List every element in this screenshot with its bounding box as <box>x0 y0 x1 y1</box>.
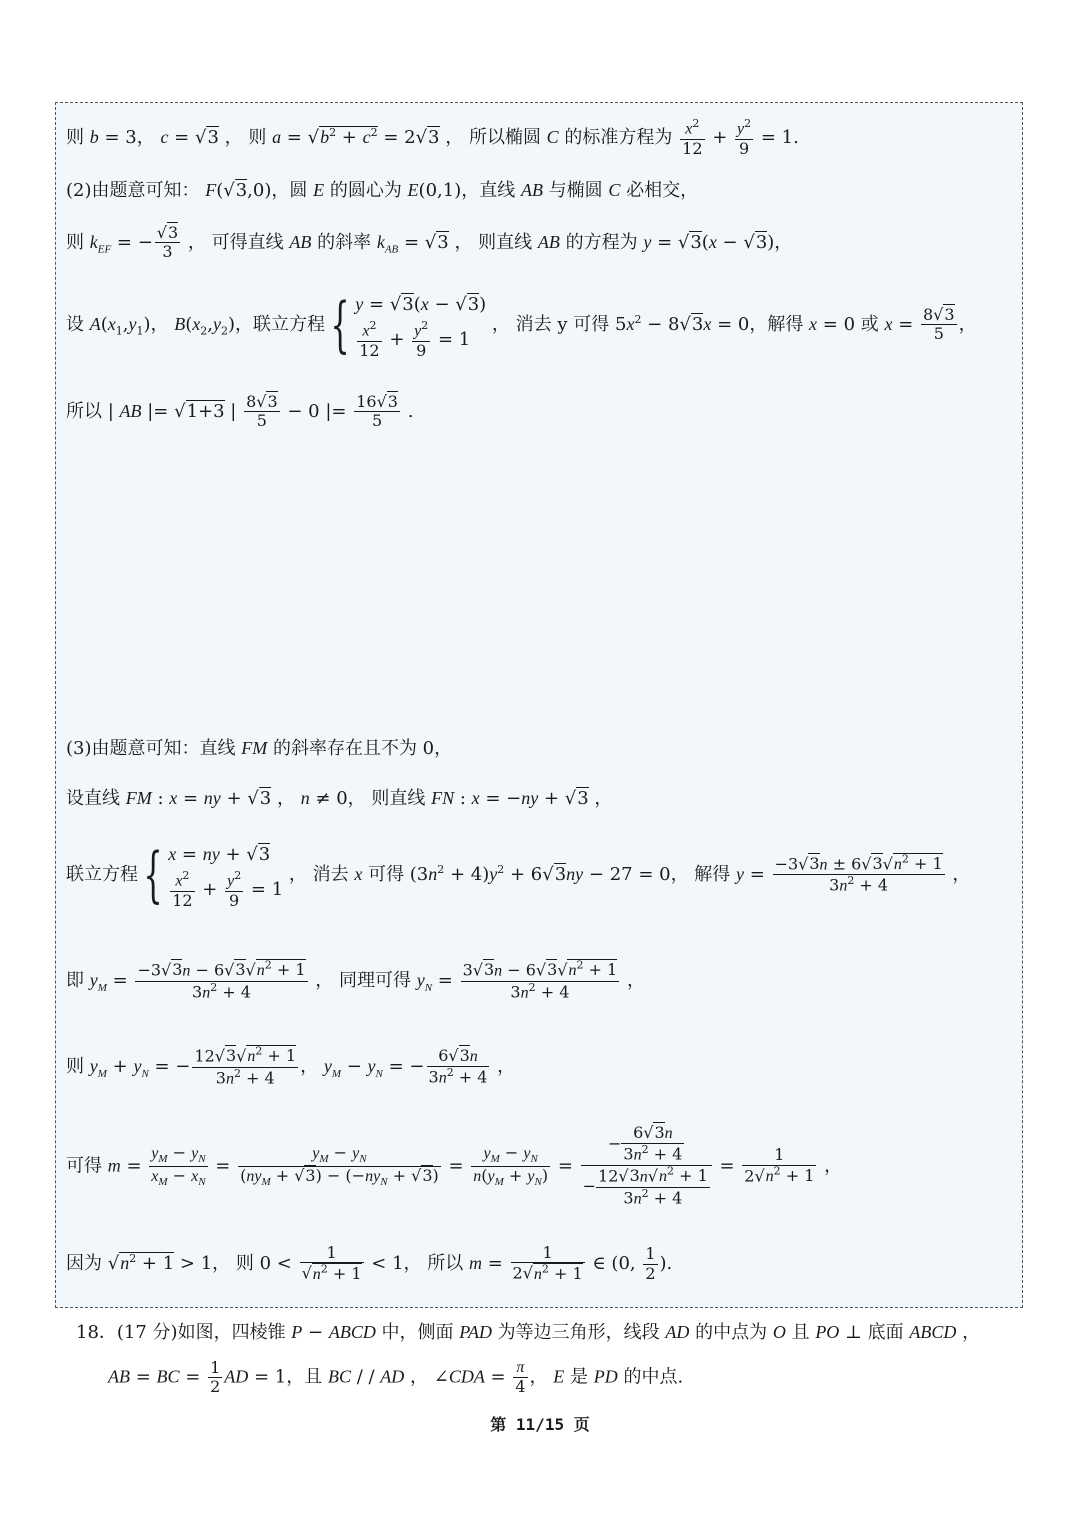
solution-line-8: 联立方程{ x = ny + √3 $\frac{x^2}{12}$ + $\frac{y^2}{9}$ = 1 ， 消去 x 可得 $(3n^2 + 4)y^2 + 6√3ny - 27 = 0$， 解得 y = $\frac{-3√3n \pm 6√3√n^2 + 1}{3n^2 + 4}$ ， <box>66 839 971 910</box>
solution-line-5: 所以 | AB |= √1+3 | $\frac{8√3}{5}$ − 0 |= $\frac{16√3}{5}$ . <box>66 392 414 431</box>
solution-line-3: 则 $k_{EF}$ = − $\frac{√3}{3}$ ， 可得直线 AB 的斜率 $k_{AB} = √3$ ， 则直线 AB 的方程为 y = √3(x − √3)， <box>66 223 793 262</box>
question-18-line-1: 18．(17 分)如图，四棱锥 P − ABCD 中，侧面 PAD 为等边三角形，线段 AD 的中点为 O 且 PO ⊥ 底面 ABCD ， <box>76 1322 981 1343</box>
solution-line-6: (3)由题意可知：直线 FM 的斜率存在且不为 0， <box>66 738 453 759</box>
solution-line-12: 因为 $√n^2 + 1 > 1$， 则 0 < $\frac{1}{√n^2 + 1}$ < 1， 所以 m = $\frac{1}{2√n^2 + 1}$ ∈ (0, $\frac{1}{2}$ ). <box>66 1243 673 1283</box>
solution-line-7: 设直线 FM : x = ny + √3 ， n ≠ 0， 则直线 FN : x = −ny + √3 ， <box>66 788 613 809</box>
question-18-line-2: AB = BC = $\frac{1}{2}$ AD = 1，且 BC / / AD ， ∠CDA = $\frac{\pi}{4}$ ， E 是 PD 的中点. <box>108 1357 684 1397</box>
solution-line-10: 则 $y_M + y_N$ = − $\frac{12√3√n^2 + 1}{3n^2 + 4}$ ， $y_M - y_N$ = − $\frac{6√3n}{3n^2 + 4}$ ， <box>66 1045 516 1088</box>
solution-line-9: 即 $y_M$ = $\frac{-3√3n - 6√3√n^2 + 1}{3n^2 + 4}$ ， 同理可得 $y_N$ = $\frac{3√3n - 6√3√n^2 + 1}{3n^2 + 4}$ ， <box>66 959 645 1002</box>
solution-line-11: 可得 m = $\frac{y_M - y_N}{x_M - x_N}$ = $\frac{y_M - y_N}{(ny_M + √3) - (-ny_N + √3)}$ = $\frac{y_M - y_N}{n(y_M + y_N)}$ = − $\frac{6√3n}{3n^2 + 4}$ − $\frac{12√3n√n^2 + 1}{3n^2 + 4}$ = $\frac{1}{2√n^2 + 1}$ ， <box>66 1123 843 1208</box>
solution-line-1: 则 b = 3， c = √3 ， 则 $a = √b^2 + c^2 = 2√3$ ， 所以椭圆 C 的标准方程为 $\frac{x^2}{12}$ + $\frac{y^2}{9}$ = 1. <box>66 117 799 158</box>
solution-line-2: (2)由题意可知： F(√3,0)，圆 E 的圆心为 E(0,1)，直线 AB 与椭圆 C 必相交， <box>66 180 699 201</box>
solution-line-4: 设 $A(x_1,y_1)$， $B(x_2,y_2)$，联立方程{ y = √3(x − √3) $\frac{x^2}{12}$ + $\frac{y^2}{9}$ = 1 ， 消去 y 可得 $5x^2 - 8√3x = 0$，解得 x = 0 或 x = $\frac{8√3}{5}$ ， <box>66 289 977 360</box>
page-number: 第 11/15 页 <box>490 1415 590 1434</box>
